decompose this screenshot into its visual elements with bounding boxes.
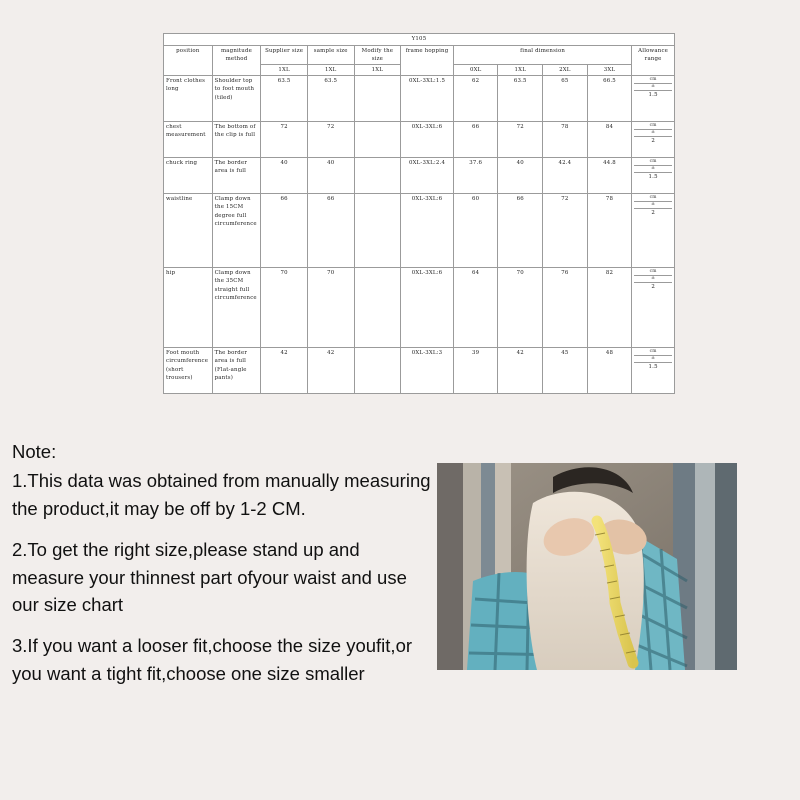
allowance-value: 1.5	[648, 91, 658, 98]
measuring-photo	[437, 463, 737, 670]
row-modify-size	[354, 122, 401, 158]
row-supplier-size: 66	[261, 194, 308, 268]
row-frame-hopping: 0XL-3XL:6	[401, 122, 454, 158]
header-size-1xl: 1XL	[498, 65, 543, 76]
row-sample-size: 42	[307, 348, 354, 394]
row-final-2xl: 76	[543, 268, 588, 348]
header-size-3xl: 3XL	[587, 65, 632, 76]
row-final-0xl: 39	[453, 348, 498, 394]
row-modify-size	[354, 76, 401, 122]
header-supplier-sub: 1XL	[261, 65, 308, 76]
row-final-1xl: 42	[498, 348, 543, 394]
row-supplier-size: 42	[261, 348, 308, 394]
allowance-value: 2	[651, 283, 655, 290]
table-row	[164, 122, 675, 158]
row-final-2xl: 72	[543, 194, 588, 268]
row-supplier-size: 63.5	[261, 76, 308, 122]
row-method: The border area is full	[212, 158, 261, 194]
row-method: Shoulder top to foot mouth (tiled)	[212, 76, 261, 122]
allowance-value: 2	[651, 137, 655, 144]
header-size-0xl: 0XL	[453, 65, 498, 76]
row-final-1xl: 66	[498, 194, 543, 268]
notes-title: Note:	[12, 441, 57, 462]
row-frame-hopping: 0XL-3XL:3	[401, 348, 454, 394]
row-position: chest measurement	[164, 122, 213, 158]
table-title: Y105	[164, 34, 675, 46]
row-method: Clamp down the 35CM straight full circumference	[212, 268, 261, 348]
row-sample-size: 70	[307, 268, 354, 348]
row-position: Foot mouth circumference (short trousers)	[164, 348, 213, 394]
row-final-0xl: 37.6	[453, 158, 498, 194]
header-supplier-size: Supplier size	[261, 46, 308, 65]
row-position: Front clothes long	[164, 76, 213, 122]
row-final-0xl: 60	[453, 194, 498, 268]
row-allowance	[632, 194, 675, 268]
row-final-1xl: 70	[498, 268, 543, 348]
note-item-3: 3.If you want a looser fit,choose the size youfit,or you want a tight fit,choose one size smaller	[12, 635, 413, 684]
allowance-sign: ±	[634, 166, 672, 173]
measuring-photo-illustration	[437, 463, 737, 670]
row-final-2xl: 42.4	[543, 158, 588, 194]
row-final-0xl: 66	[453, 122, 498, 158]
row-supplier-size: 72	[261, 122, 308, 158]
row-sample-size: 63.5	[307, 76, 354, 122]
table-title-row	[164, 34, 675, 46]
allowance-sign: ±	[634, 130, 672, 137]
row-final-1xl: 63.5	[498, 76, 543, 122]
table-row	[164, 158, 675, 194]
row-modify-size	[354, 268, 401, 348]
allowance-sign: ±	[634, 84, 672, 91]
row-frame-hopping: 0XL-3XL:6	[401, 268, 454, 348]
table-row	[164, 348, 675, 394]
row-final-3xl: 48	[587, 348, 632, 394]
header-magnitude-method: magnitude method	[212, 46, 261, 76]
row-method: Clamp down the 15CM degree full circumference	[212, 194, 261, 268]
header-sample-size: sample size	[307, 46, 354, 65]
note-item-1: 1.This data was obtained from manually measuring the product,it may be off by 1-2 CM.	[12, 470, 431, 519]
note-item-2: 2.To get the right size,please stand up and measure your thinnest part ofyour waist and use our size chart	[12, 539, 407, 615]
row-final-3xl: 82	[587, 268, 632, 348]
row-modify-size	[354, 158, 401, 194]
row-sample-size: 72	[307, 122, 354, 158]
allowance-unit: cm	[634, 77, 672, 84]
header-final-dimension: final dimension	[453, 46, 631, 65]
size-chart-table	[163, 33, 675, 394]
row-frame-hopping: 0XL-3XL:2.4	[401, 158, 454, 194]
allowance-unit: cm	[634, 123, 672, 130]
row-final-3xl: 66.5	[587, 76, 632, 122]
row-allowance	[632, 158, 675, 194]
row-allowance	[632, 122, 675, 158]
table-row	[164, 268, 675, 348]
size-chart-table-container	[163, 33, 675, 394]
allowance-sign: ±	[634, 202, 672, 209]
allowance-unit: cm	[634, 349, 672, 356]
allowance-value: 1.5	[648, 363, 658, 370]
row-final-3xl: 44.8	[587, 158, 632, 194]
row-final-0xl: 64	[453, 268, 498, 348]
row-position: chuck ring	[164, 158, 213, 194]
header-sample-sub: 1XL	[307, 65, 354, 76]
row-allowance	[632, 348, 675, 394]
allowance-unit: cm	[634, 195, 672, 202]
row-frame-hopping: 0XL-3XL:1.5	[401, 76, 454, 122]
row-modify-size	[354, 348, 401, 394]
header-position: position	[164, 46, 213, 76]
row-position: hip	[164, 268, 213, 348]
allowance-sign: ±	[634, 356, 672, 363]
row-method: The bottom of the clip is full	[212, 122, 261, 158]
row-frame-hopping: 0XL-3XL:6	[401, 194, 454, 268]
row-method: The border area is full (Flat-angle pants)	[212, 348, 261, 394]
row-sample-size: 40	[307, 158, 354, 194]
header-size-2xl: 2XL	[543, 65, 588, 76]
header-frame-hopping: frame hopping	[401, 46, 454, 76]
row-final-0xl: 62	[453, 76, 498, 122]
row-supplier-size: 70	[261, 268, 308, 348]
row-position: waistline	[164, 194, 213, 268]
table-row	[164, 76, 675, 122]
allowance-unit: cm	[634, 159, 672, 166]
row-final-3xl: 84	[587, 122, 632, 158]
table-row	[164, 194, 675, 268]
header-allowance-range: Allowance range	[632, 46, 675, 76]
row-sample-size: 66	[307, 194, 354, 268]
notes-section	[12, 438, 432, 701]
row-final-1xl: 72	[498, 122, 543, 158]
allowance-value: 2	[651, 209, 655, 216]
row-supplier-size: 40	[261, 158, 308, 194]
row-final-2xl: 78	[543, 122, 588, 158]
table-header-row-1	[164, 46, 675, 65]
allowance-sign: ±	[634, 276, 672, 283]
allowance-value: 1.5	[648, 173, 658, 180]
row-allowance	[632, 268, 675, 348]
row-final-2xl: 65	[543, 76, 588, 122]
row-modify-size	[354, 194, 401, 268]
allowance-unit: cm	[634, 269, 672, 276]
header-modify-size: Modify the size	[354, 46, 401, 65]
row-allowance	[632, 76, 675, 122]
row-final-2xl: 45	[543, 348, 588, 394]
row-final-1xl: 40	[498, 158, 543, 194]
row-final-3xl: 78	[587, 194, 632, 268]
header-modify-sub: 1XL	[354, 65, 401, 76]
